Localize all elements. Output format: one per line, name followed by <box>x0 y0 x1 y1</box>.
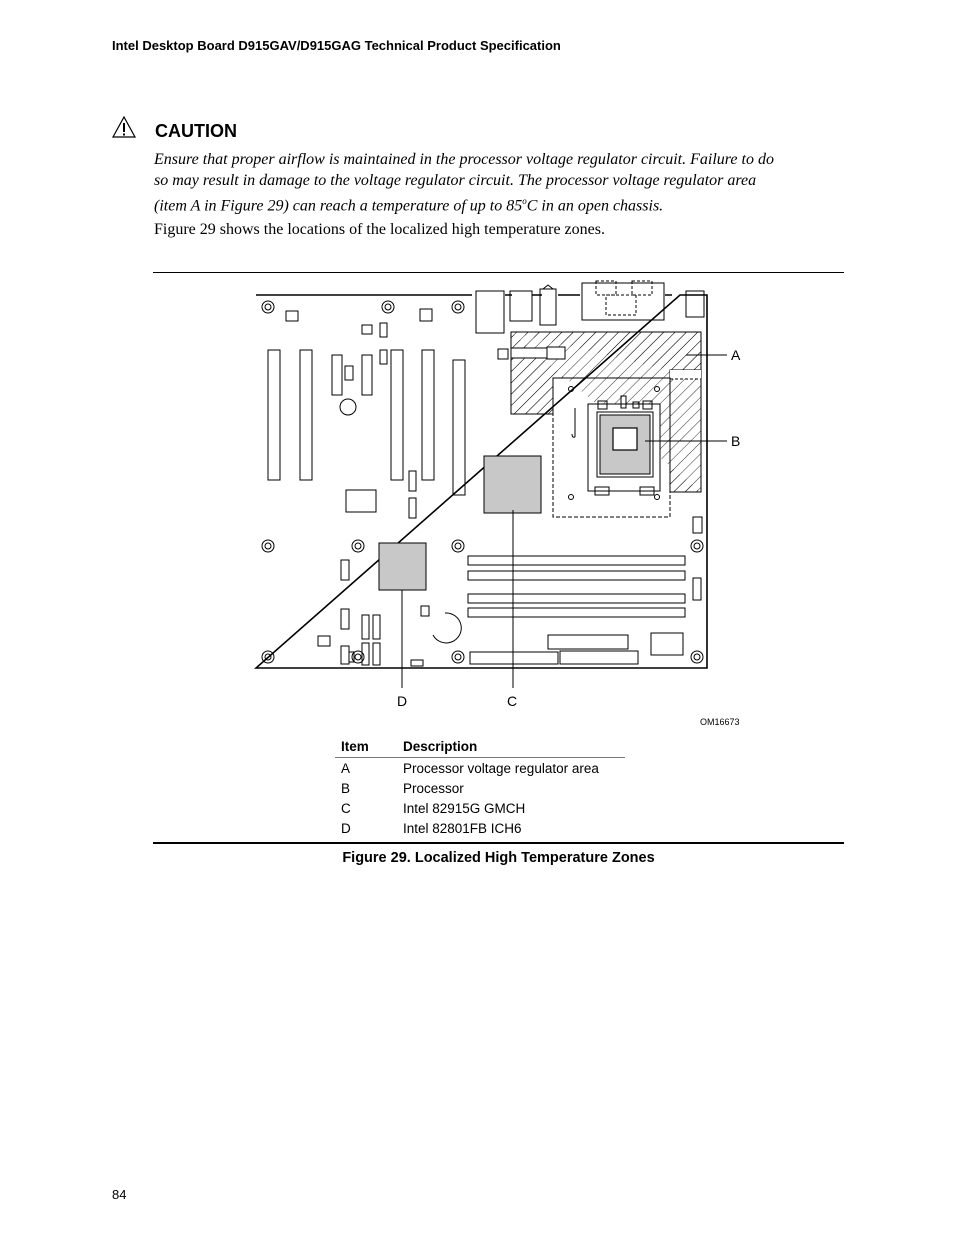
caution-text <box>154 149 844 216</box>
caution-title: CAUTION <box>155 121 237 141</box>
caution-line-start: (item A in Figure 29) can reach a temperature of up to 85 <box>154 197 523 215</box>
running-header: Intel Desktop Board D915GAV/D915GAG Technical Product Specification <box>112 38 561 53</box>
description-cell: Processor <box>403 780 464 796</box>
callout-b: B <box>731 433 741 449</box>
gmch-c <box>484 456 541 513</box>
legend-table <box>335 738 625 838</box>
table-row <box>335 818 625 838</box>
figure-bottom-rule <box>153 842 844 844</box>
item-cell: A <box>341 760 351 776</box>
warning-icon <box>112 116 136 138</box>
figure-caption: Figure 29. Localized High Temperature Zones <box>342 850 655 866</box>
caution-line <box>154 191 844 216</box>
description-cell: Processor voltage regulator area <box>403 760 599 776</box>
memory-slots <box>468 556 685 617</box>
expansion-slots <box>268 350 465 495</box>
ich6-d <box>379 543 426 590</box>
description-cell: Intel 82915G GMCH <box>403 800 526 816</box>
figure-id: OM16673 <box>700 717 740 727</box>
caution-line: so may result in damage to the voltage regulator circuit. The processor voltage regulator area <box>154 172 757 189</box>
callout-a: A <box>731 347 741 363</box>
column-header-description: Description <box>397 738 625 758</box>
motherboard-diagram <box>240 280 760 745</box>
item-cell: C <box>341 800 351 816</box>
legend-header-row <box>335 738 625 758</box>
column-header-item: Item <box>335 738 397 758</box>
item-cell: B <box>341 780 351 796</box>
caution-line-end: C in an open chassis. <box>526 197 664 215</box>
table-row <box>335 778 625 798</box>
intro-paragraph: Figure 29 shows the locations of the localized high temperature zones. <box>154 221 605 238</box>
page-number: 84 <box>112 1187 127 1202</box>
callout-c: C <box>507 693 518 709</box>
item-cell: D <box>341 820 351 836</box>
rear-panel-connectors <box>476 281 704 333</box>
figure-top-rule <box>153 272 844 273</box>
description-cell: Intel 82801FB ICH6 <box>403 820 522 836</box>
caution-line: Ensure that proper airflow is maintained in the processor voltage regulator circuit. Failure to do <box>154 151 774 168</box>
callout-d: D <box>397 693 408 709</box>
degree-mark: o <box>522 196 527 206</box>
table-row <box>335 758 625 779</box>
table-row <box>335 798 625 818</box>
